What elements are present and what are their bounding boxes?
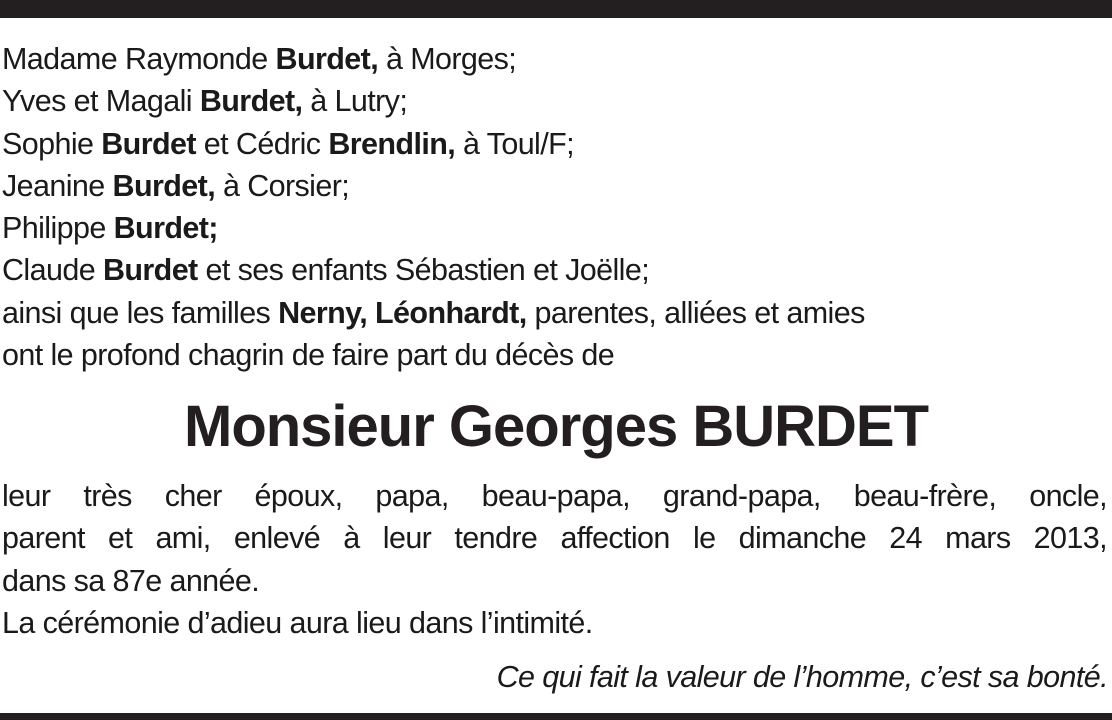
- tribute-text: [2, 475, 1107, 644]
- family-text: à Morges;: [378, 42, 517, 76]
- family-text: parentes, alliées et amies: [526, 295, 865, 330]
- family-text: Claude: [2, 253, 103, 288]
- deceased-name: Monsieur Georges BURDET: [184, 394, 928, 459]
- family-text: Madame Raymonde: [2, 42, 276, 76]
- closing-quote: Ce qui fait la valeur de l’homme, c’est sa bonté.: [496, 660, 1108, 694]
- family-text: à Corsier;: [215, 168, 350, 203]
- family-surname: Burdet,: [199, 84, 303, 119]
- family-line: [2, 123, 1107, 165]
- family-text: ainsi que les familles: [2, 295, 279, 330]
- family-line: [2, 80, 1107, 122]
- family-line: [2, 292, 1107, 334]
- bottom-rule: [0, 713, 1112, 720]
- family-line: [2, 38, 1107, 80]
- family-text: Philippe: [2, 211, 114, 246]
- family-text: à Toul/F;: [455, 126, 575, 161]
- family-surname: Burdet,: [275, 42, 379, 76]
- family-text: à Lutry;: [302, 84, 408, 119]
- tribute-line-3: dans sa 87e année.: [2, 563, 260, 598]
- family-surname: Nerny, Léonhardt,: [278, 295, 527, 330]
- family-text: Jeanine: [2, 168, 113, 203]
- family-surname: Burdet: [102, 253, 198, 288]
- family-line: [2, 207, 1107, 249]
- tribute-line-2: parent et ami, enlevé à leur tendre affection le dimanche 24 mars 2013,: [2, 521, 1107, 556]
- family-surname: Burdet;: [113, 211, 218, 246]
- family-surname: Burdet: [101, 126, 196, 161]
- top-rule: [0, 0, 1112, 18]
- family-text: et ses enfants Sébastien et Joëlle;: [197, 253, 650, 288]
- family-text: Sophie: [2, 126, 102, 161]
- family-text: Yves et Magali: [2, 84, 200, 119]
- family-line: [2, 165, 1107, 207]
- ceremony-notice: La cérémonie d’adieu aura lieu dans l’intimité.: [2, 605, 593, 640]
- tribute-line-1: leur très cher époux, papa, beau-papa, grand-papa, beau-frère, oncle,: [2, 479, 1107, 513]
- family-surname: Burdet,: [112, 168, 216, 203]
- family-text: et Cédric: [195, 126, 329, 161]
- family-surname: Brendlin,: [328, 126, 456, 161]
- family-line: [2, 249, 1107, 291]
- family-announcement: [2, 38, 1107, 376]
- family-line: [2, 334, 1107, 376]
- family-text: ont le profond chagrin de faire part du décès de: [2, 338, 615, 373]
